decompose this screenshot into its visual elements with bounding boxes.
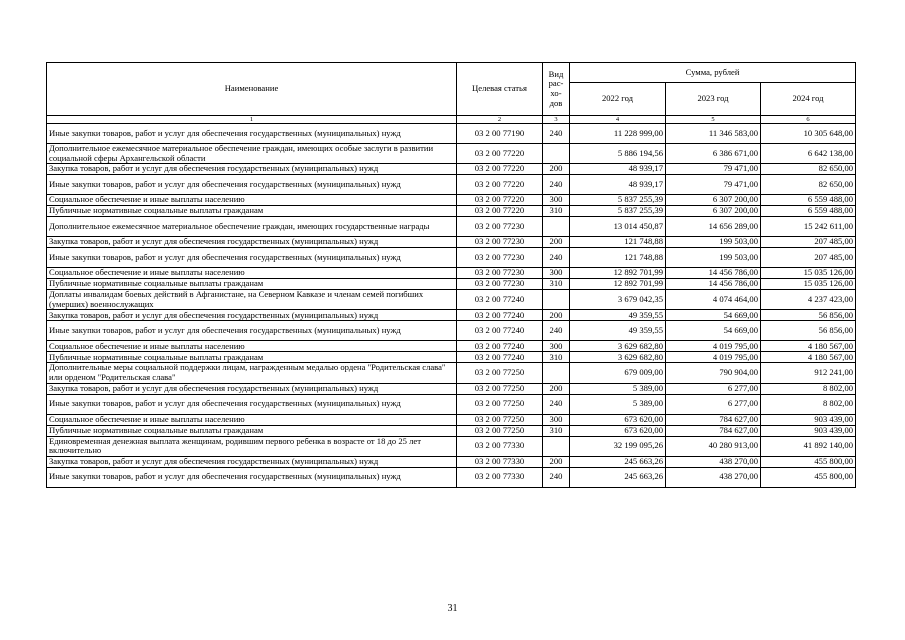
row-expense-type-cell: 300 (543, 195, 570, 206)
header-sum: Сумма, рублей (570, 63, 856, 83)
row-amount-2023-cell: 790 904,00 (666, 363, 761, 383)
row-target-article-cell: 03 2 00 77330 (457, 436, 543, 456)
row-amount-2022-cell: 49 359,55 (570, 321, 666, 341)
row-expense-type-cell: 240 (543, 321, 570, 341)
row-expense-type-cell: 240 (543, 175, 570, 195)
row-amount-2024-cell: 56 856,00 (761, 310, 856, 321)
row-amount-2024-cell: 4 180 567,00 (761, 341, 856, 352)
row-name-cell: Публичные нормативные социальные выплаты гражданам (47, 206, 457, 217)
row-name-cell: Дополнительное ежемесячное материальное обеспечение граждан, имеющих особые заслуги в развитии социальной сферы Архангельской области (47, 144, 457, 164)
row-amount-2022-cell: 13 014 450,87 (570, 217, 666, 237)
column-number-row (47, 116, 856, 124)
row-amount-2022-cell: 5 837 255,39 (570, 206, 666, 217)
table-row (47, 248, 856, 268)
row-name-cell: Дополнительное ежемесячное материальное обеспечение граждан, имеющих государственные награды (47, 217, 457, 237)
table-row (47, 363, 856, 383)
row-expense-type-cell: 300 (543, 414, 570, 425)
row-target-article-cell: 03 2 00 77240 (457, 341, 543, 352)
table-row (47, 383, 856, 394)
table-row (47, 425, 856, 436)
row-expense-type-cell: 310 (543, 206, 570, 217)
row-amount-2024-cell: 903 439,00 (761, 414, 856, 425)
header-year-2024: 2024 год (761, 83, 856, 116)
row-amount-2024-cell: 82 650,00 (761, 164, 856, 175)
row-expense-type-cell: 240 (543, 248, 570, 268)
table-row (47, 456, 856, 467)
row-target-article-cell: 03 2 00 77240 (457, 290, 543, 310)
row-target-article-cell: 03 2 00 77250 (457, 394, 543, 414)
table-row (47, 394, 856, 414)
row-name-cell: Социальное обеспечение и иные выплаты населению (47, 195, 457, 206)
table-row (47, 436, 856, 456)
row-name-cell: Публичные нормативные социальные выплаты гражданам (47, 279, 457, 290)
row-amount-2023-cell: 199 503,00 (666, 248, 761, 268)
row-amount-2024-cell: 912 241,00 (761, 363, 856, 383)
row-amount-2022-cell: 48 939,17 (570, 164, 666, 175)
header-year-2023: 2023 год (666, 83, 761, 116)
row-expense-type-cell: 310 (543, 352, 570, 363)
row-expense-type-cell: 300 (543, 341, 570, 352)
row-amount-2024-cell: 4 237 423,00 (761, 290, 856, 310)
row-expense-type-cell (543, 290, 570, 310)
row-target-article-cell: 03 2 00 77230 (457, 248, 543, 268)
row-amount-2023-cell: 438 270,00 (666, 467, 761, 487)
column-number: 5 (666, 116, 761, 124)
table-row (47, 467, 856, 487)
row-target-article-cell: 03 2 00 77230 (457, 279, 543, 290)
table-body (47, 124, 856, 488)
header-year-2022: 2022 год (570, 83, 666, 116)
column-number: 6 (761, 116, 856, 124)
row-amount-2024-cell: 455 800,00 (761, 456, 856, 467)
row-amount-2023-cell: 6 307 200,00 (666, 195, 761, 206)
row-amount-2023-cell: 54 669,00 (666, 310, 761, 321)
row-amount-2024-cell: 10 305 648,00 (761, 124, 856, 144)
table-row (47, 237, 856, 248)
row-amount-2024-cell: 455 800,00 (761, 467, 856, 487)
row-target-article-cell: 03 2 00 77250 (457, 363, 543, 383)
row-expense-type-cell (543, 144, 570, 164)
row-amount-2022-cell: 679 009,00 (570, 363, 666, 383)
table-row (47, 144, 856, 164)
row-amount-2023-cell: 6 386 671,00 (666, 144, 761, 164)
column-number: 1 (47, 116, 457, 124)
row-amount-2024-cell: 207 485,00 (761, 248, 856, 268)
row-name-cell: Иные закупки товаров, работ и услуг для обеспечения государственных (муниципальных) нужд (47, 124, 457, 144)
row-target-article-cell: 03 2 00 77250 (457, 425, 543, 436)
row-target-article-cell: 03 2 00 77220 (457, 175, 543, 195)
row-amount-2024-cell: 6 559 488,00 (761, 195, 856, 206)
row-expense-type-cell: 240 (543, 467, 570, 487)
row-target-article-cell: 03 2 00 77220 (457, 164, 543, 175)
row-amount-2022-cell: 3 629 682,80 (570, 341, 666, 352)
row-amount-2023-cell: 40 280 913,00 (666, 436, 761, 456)
row-expense-type-cell (543, 217, 570, 237)
row-amount-2022-cell: 245 663,26 (570, 467, 666, 487)
table-row (47, 217, 856, 237)
table-row (47, 124, 856, 144)
row-amount-2023-cell: 6 277,00 (666, 383, 761, 394)
row-amount-2024-cell: 41 892 140,00 (761, 436, 856, 456)
row-amount-2023-cell: 199 503,00 (666, 237, 761, 248)
row-name-cell: Единовременная денежная выплата женщинам, родившим первого ребенка в возрасте от 18 до 25 лет включительно (47, 436, 457, 456)
table-row (47, 321, 856, 341)
row-amount-2023-cell: 784 627,00 (666, 425, 761, 436)
row-name-cell: Иные закупки товаров, работ и услуг для обеспечения государственных (муниципальных) нужд (47, 467, 457, 487)
row-target-article-cell: 03 2 00 77230 (457, 237, 543, 248)
row-amount-2023-cell: 79 471,00 (666, 175, 761, 195)
row-amount-2023-cell: 6 277,00 (666, 394, 761, 414)
row-amount-2022-cell: 3 629 682,80 (570, 352, 666, 363)
row-expense-type-cell: 310 (543, 279, 570, 290)
row-amount-2022-cell: 5 886 194,56 (570, 144, 666, 164)
row-amount-2022-cell: 121 748,88 (570, 248, 666, 268)
row-amount-2023-cell: 14 456 786,00 (666, 268, 761, 279)
table-row (47, 279, 856, 290)
row-expense-type-cell: 200 (543, 456, 570, 467)
row-amount-2024-cell: 15 242 611,00 (761, 217, 856, 237)
table-row (47, 352, 856, 363)
row-amount-2023-cell: 784 627,00 (666, 414, 761, 425)
row-target-article-cell: 03 2 00 77220 (457, 195, 543, 206)
row-amount-2023-cell: 54 669,00 (666, 321, 761, 341)
row-name-cell: Социальное обеспечение и иные выплаты населению (47, 268, 457, 279)
row-amount-2024-cell: 15 035 126,00 (761, 268, 856, 279)
column-number: 3 (543, 116, 570, 124)
row-name-cell: Закупка товаров, работ и услуг для обеспечения государственных (муниципальных) нужд (47, 164, 457, 175)
page-number: 31 (447, 603, 458, 614)
row-target-article-cell: 03 2 00 77190 (457, 124, 543, 144)
table-row (47, 414, 856, 425)
row-name-cell: Закупка товаров, работ и услуг для обеспечения государственных (муниципальных) нужд (47, 456, 457, 467)
row-amount-2022-cell: 673 620,00 (570, 414, 666, 425)
row-amount-2024-cell: 207 485,00 (761, 237, 856, 248)
row-expense-type-cell: 200 (543, 383, 570, 394)
table-row (47, 310, 856, 321)
row-expense-type-cell: 310 (543, 425, 570, 436)
row-amount-2022-cell: 12 892 701,99 (570, 279, 666, 290)
row-name-cell: Иные закупки товаров, работ и услуг для обеспечения государственных (муниципальных) нужд (47, 175, 457, 195)
row-amount-2023-cell: 14 656 289,00 (666, 217, 761, 237)
header-expense-type: Вид рас- хо- дов (543, 63, 570, 116)
row-name-cell: Публичные нормативные социальные выплаты гражданам (47, 425, 457, 436)
row-amount-2022-cell: 12 892 701,99 (570, 268, 666, 279)
row-target-article-cell: 03 2 00 77330 (457, 467, 543, 487)
row-amount-2024-cell: 6 559 488,00 (761, 206, 856, 217)
row-amount-2024-cell: 82 650,00 (761, 175, 856, 195)
row-amount-2024-cell: 56 856,00 (761, 321, 856, 341)
row-amount-2022-cell: 49 359,55 (570, 310, 666, 321)
row-target-article-cell: 03 2 00 77240 (457, 321, 543, 341)
row-target-article-cell: 03 2 00 77240 (457, 310, 543, 321)
row-amount-2024-cell: 8 802,00 (761, 383, 856, 394)
row-amount-2022-cell: 673 620,00 (570, 425, 666, 436)
row-expense-type-cell: 240 (543, 124, 570, 144)
row-name-cell: Закупка товаров, работ и услуг для обеспечения государственных (муниципальных) нужд (47, 383, 457, 394)
row-name-cell: Закупка товаров, работ и услуг для обеспечения государственных (муниципальных) нужд (47, 310, 457, 321)
row-name-cell: Иные закупки товаров, работ и услуг для обеспечения государственных (муниципальных) нужд (47, 248, 457, 268)
row-amount-2023-cell: 4 019 795,00 (666, 352, 761, 363)
row-name-cell: Социальное обеспечение и иные выплаты населению (47, 414, 457, 425)
row-name-cell: Закупка товаров, работ и услуг для обеспечения государственных (муниципальных) нужд (47, 237, 457, 248)
row-expense-type-cell: 200 (543, 164, 570, 175)
row-name-cell: Социальное обеспечение и иные выплаты населению (47, 341, 457, 352)
row-name-cell: Публичные нормативные социальные выплаты гражданам (47, 352, 457, 363)
row-amount-2023-cell: 6 307 200,00 (666, 206, 761, 217)
row-amount-2022-cell: 11 228 999,00 (570, 124, 666, 144)
row-name-cell: Иные закупки товаров, работ и услуг для обеспечения государственных (муниципальных) нужд (47, 394, 457, 414)
table-row (47, 268, 856, 279)
row-target-article-cell: 03 2 00 77250 (457, 383, 543, 394)
row-target-article-cell: 03 2 00 77220 (457, 206, 543, 217)
row-name-cell: Дополнительные меры социальной поддержки лицам, награжденным медалью ордена "Родительская слава" или орденом "Родительская слава" (47, 363, 457, 383)
row-target-article-cell: 03 2 00 77250 (457, 414, 543, 425)
row-expense-type-cell (543, 363, 570, 383)
row-expense-type-cell: 240 (543, 394, 570, 414)
row-amount-2022-cell: 5 837 255,39 (570, 195, 666, 206)
table-row (47, 164, 856, 175)
row-amount-2022-cell: 5 389,00 (570, 383, 666, 394)
row-amount-2022-cell: 5 389,00 (570, 394, 666, 414)
row-target-article-cell: 03 2 00 77240 (457, 352, 543, 363)
row-amount-2023-cell: 11 346 583,00 (666, 124, 761, 144)
row-target-article-cell: 03 2 00 77230 (457, 268, 543, 279)
row-target-article-cell: 03 2 00 77330 (457, 456, 543, 467)
row-amount-2023-cell: 438 270,00 (666, 456, 761, 467)
table-row (47, 206, 856, 217)
row-amount-2024-cell: 15 035 126,00 (761, 279, 856, 290)
row-amount-2024-cell: 903 439,00 (761, 425, 856, 436)
table-row (47, 341, 856, 352)
row-amount-2023-cell: 14 456 786,00 (666, 279, 761, 290)
row-name-cell: Иные закупки товаров, работ и услуг для обеспечения государственных (муниципальных) нужд (47, 321, 457, 341)
row-expense-type-cell: 200 (543, 237, 570, 248)
row-amount-2023-cell: 79 471,00 (666, 164, 761, 175)
row-name-cell: Доплаты инвалидам боевых действий в Афганистане, на Северном Кавказе и членам семей погибших (умерших) военнослужащих (47, 290, 457, 310)
row-expense-type-cell: 300 (543, 268, 570, 279)
row-target-article-cell: 03 2 00 77220 (457, 144, 543, 164)
column-number: 2 (457, 116, 543, 124)
row-amount-2024-cell: 4 180 567,00 (761, 352, 856, 363)
column-number: 4 (570, 116, 666, 124)
row-amount-2022-cell: 121 748,88 (570, 237, 666, 248)
header-target-article: Целевая статья (457, 63, 543, 116)
header-name: Наименование (47, 63, 457, 116)
budget-table (46, 62, 856, 488)
row-amount-2024-cell: 8 802,00 (761, 394, 856, 414)
row-target-article-cell: 03 2 00 77230 (457, 217, 543, 237)
table-row (47, 195, 856, 206)
table-row (47, 175, 856, 195)
row-amount-2023-cell: 4 019 795,00 (666, 341, 761, 352)
row-expense-type-cell (543, 436, 570, 456)
row-amount-2022-cell: 245 663,26 (570, 456, 666, 467)
row-amount-2023-cell: 4 074 464,00 (666, 290, 761, 310)
table-row (47, 290, 856, 310)
row-amount-2022-cell: 3 679 042,35 (570, 290, 666, 310)
row-amount-2024-cell: 6 642 138,00 (761, 144, 856, 164)
row-amount-2022-cell: 48 939,17 (570, 175, 666, 195)
row-expense-type-cell: 200 (543, 310, 570, 321)
row-amount-2022-cell: 32 199 095,26 (570, 436, 666, 456)
